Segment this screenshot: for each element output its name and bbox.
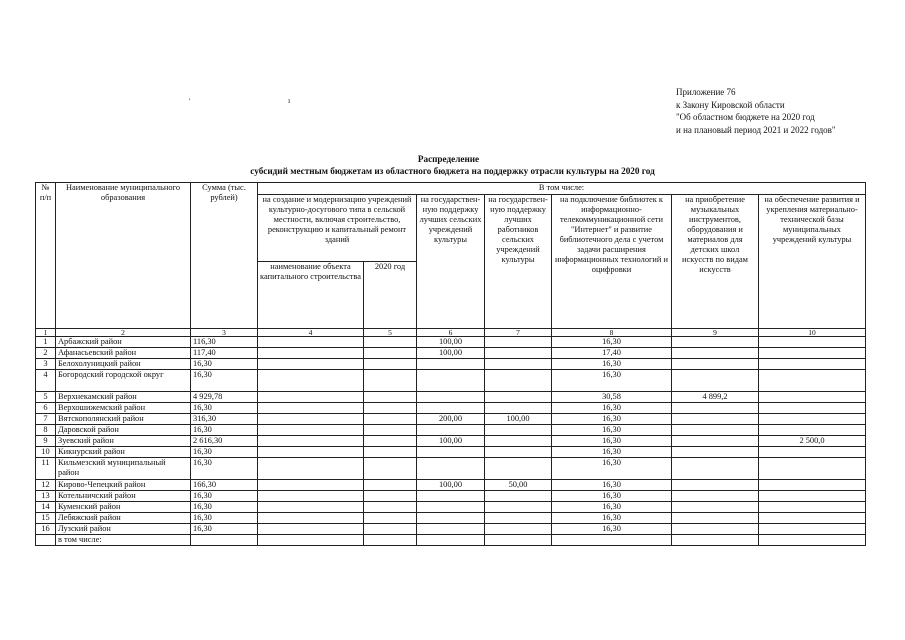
row-col8: 16,30 bbox=[552, 513, 672, 524]
row-col8 bbox=[552, 535, 672, 546]
row-col5 bbox=[364, 447, 417, 458]
row-number bbox=[36, 535, 56, 546]
colnum: 2 bbox=[56, 329, 191, 337]
colnum: 7 bbox=[485, 329, 552, 337]
row-number: 3 bbox=[36, 359, 56, 370]
row-col9 bbox=[672, 513, 759, 524]
row-col6 bbox=[417, 447, 485, 458]
header-num: № п/п bbox=[36, 183, 56, 329]
subsidy-table bbox=[35, 182, 866, 546]
row-col4 bbox=[258, 392, 364, 403]
row-col8: 16,30 bbox=[552, 480, 672, 491]
table-row bbox=[36, 535, 866, 546]
row-col5 bbox=[364, 370, 417, 392]
row-name: Котельничский район bbox=[56, 491, 191, 502]
row-col5 bbox=[364, 337, 417, 348]
row-col4 bbox=[258, 337, 364, 348]
row-col9 bbox=[672, 524, 759, 535]
table-row bbox=[36, 403, 866, 414]
row-col4 bbox=[258, 502, 364, 513]
row-number: 12 bbox=[36, 480, 56, 491]
row-sum: 16,30 bbox=[191, 425, 258, 436]
row-col10 bbox=[759, 480, 866, 491]
row-col6: 100,00 bbox=[417, 480, 485, 491]
row-sum: 16,30 bbox=[191, 403, 258, 414]
scan-speck: ı bbox=[288, 96, 291, 105]
row-name: Верхнекамский район bbox=[56, 392, 191, 403]
row-col10: 2 500,0 bbox=[759, 436, 866, 447]
header-col5-year: 2020 год bbox=[364, 262, 417, 329]
row-number: 14 bbox=[36, 502, 56, 513]
row-number: 4 bbox=[36, 370, 56, 392]
row-number: 11 bbox=[36, 458, 56, 480]
row-name: Кирово-Чепецкий район bbox=[56, 480, 191, 491]
table-row bbox=[36, 337, 866, 348]
row-col4 bbox=[258, 436, 364, 447]
row-number: 13 bbox=[36, 491, 56, 502]
table-row bbox=[36, 348, 866, 359]
row-col6 bbox=[417, 535, 485, 546]
row-col7 bbox=[485, 447, 552, 458]
row-sum: 16,30 bbox=[191, 524, 258, 535]
row-col7 bbox=[485, 491, 552, 502]
colnum: 10 bbox=[759, 329, 866, 337]
table-row bbox=[36, 392, 866, 403]
row-col6 bbox=[417, 392, 485, 403]
row-col5 bbox=[364, 491, 417, 502]
row-col9 bbox=[672, 414, 759, 425]
annex-block bbox=[676, 86, 836, 136]
row-number: 8 bbox=[36, 425, 56, 436]
header-name: Наименование муниципального образования bbox=[56, 183, 191, 329]
row-col6 bbox=[417, 491, 485, 502]
row-col9: 4 899,2 bbox=[672, 392, 759, 403]
table-row bbox=[36, 524, 866, 535]
row-col8: 16,30 bbox=[552, 447, 672, 458]
row-col4 bbox=[258, 425, 364, 436]
table-row bbox=[36, 425, 866, 436]
row-name: Лузский район bbox=[56, 524, 191, 535]
row-col9 bbox=[672, 348, 759, 359]
row-col10 bbox=[759, 535, 866, 546]
row-col4 bbox=[258, 535, 364, 546]
row-name: Даровской район bbox=[56, 425, 191, 436]
table-row bbox=[36, 447, 866, 458]
row-col9 bbox=[672, 359, 759, 370]
row-name: Вятскополянский район bbox=[56, 414, 191, 425]
row-sum: 2 616,30 bbox=[191, 436, 258, 447]
document-title bbox=[0, 153, 905, 177]
row-sum: 16,30 bbox=[191, 513, 258, 524]
row-col8: 16,30 bbox=[552, 436, 672, 447]
row-col7 bbox=[485, 425, 552, 436]
row-col5 bbox=[364, 348, 417, 359]
row-col8: 16,30 bbox=[552, 491, 672, 502]
row-col6: 100,00 bbox=[417, 337, 485, 348]
row-name: Зуевский район bbox=[56, 436, 191, 447]
colnum: 4 bbox=[258, 329, 364, 337]
row-col7 bbox=[485, 337, 552, 348]
row-col8: 16,30 bbox=[552, 458, 672, 480]
colnum: 3 bbox=[191, 329, 258, 337]
row-number: 10 bbox=[36, 447, 56, 458]
row-col4 bbox=[258, 480, 364, 491]
row-sum bbox=[191, 535, 258, 546]
row-col5 bbox=[364, 480, 417, 491]
table-row bbox=[36, 513, 866, 524]
annex-line-3: "Об областном бюджете на 2020 год bbox=[676, 112, 815, 122]
header-col4-sub-object: наименование объекта капитального строительства bbox=[258, 262, 364, 329]
row-col6 bbox=[417, 359, 485, 370]
row-sum: 116,30 bbox=[191, 337, 258, 348]
row-col10 bbox=[759, 414, 866, 425]
row-col6 bbox=[417, 458, 485, 480]
row-col7 bbox=[485, 513, 552, 524]
row-sum: 16,30 bbox=[191, 447, 258, 458]
row-sum: 4 929,78 bbox=[191, 392, 258, 403]
colnum: 9 bbox=[672, 329, 759, 337]
row-col5 bbox=[364, 436, 417, 447]
row-name: Куменский район bbox=[56, 502, 191, 513]
row-col7 bbox=[485, 370, 552, 392]
row-col5 bbox=[364, 425, 417, 436]
row-number: 2 bbox=[36, 348, 56, 359]
row-col6 bbox=[417, 502, 485, 513]
row-col8: 16,30 bbox=[552, 370, 672, 392]
row-number: 5 bbox=[36, 392, 56, 403]
row-col10 bbox=[759, 447, 866, 458]
row-col5 bbox=[364, 359, 417, 370]
row-col7 bbox=[485, 535, 552, 546]
row-col4 bbox=[258, 513, 364, 524]
table-row bbox=[36, 502, 866, 513]
row-col10 bbox=[759, 502, 866, 513]
row-col8: 16,30 bbox=[552, 414, 672, 425]
row-col5 bbox=[364, 535, 417, 546]
table-row bbox=[36, 458, 866, 480]
row-name: Богородский городской округ bbox=[56, 370, 191, 392]
row-name: Верхошижемский район bbox=[56, 403, 191, 414]
row-col9 bbox=[672, 403, 759, 414]
table-row bbox=[36, 480, 866, 491]
header-including: В том числе: bbox=[258, 183, 866, 195]
row-col4 bbox=[258, 458, 364, 480]
row-col10 bbox=[759, 491, 866, 502]
row-col5 bbox=[364, 403, 417, 414]
row-col6: 100,00 bbox=[417, 436, 485, 447]
row-col9 bbox=[672, 370, 759, 392]
row-col4 bbox=[258, 359, 364, 370]
row-sum: 16,30 bbox=[191, 458, 258, 480]
row-col7: 50,00 bbox=[485, 480, 552, 491]
row-number: 7 bbox=[36, 414, 56, 425]
row-col10 bbox=[759, 403, 866, 414]
row-col9 bbox=[672, 436, 759, 447]
row-col8: 30,58 bbox=[552, 392, 672, 403]
header-col8: на подключение библиотек к информационно-телекоммуникационной сети "Интернет" и развитие библиотечного дела с учетом задачи расширения информационных технологий и оцифровки bbox=[552, 195, 672, 329]
row-col4 bbox=[258, 447, 364, 458]
colnum: 6 bbox=[417, 329, 485, 337]
row-col4 bbox=[258, 414, 364, 425]
row-sum: 166,30 bbox=[191, 480, 258, 491]
row-col4 bbox=[258, 491, 364, 502]
row-col8: 16,30 bbox=[552, 425, 672, 436]
table-row bbox=[36, 359, 866, 370]
row-sum: 16,30 bbox=[191, 502, 258, 513]
column-number-row bbox=[36, 329, 866, 337]
row-number: 15 bbox=[36, 513, 56, 524]
row-col9 bbox=[672, 491, 759, 502]
colnum: 8 bbox=[552, 329, 672, 337]
header-sum: Сумма (тыс. рублей) bbox=[191, 183, 258, 329]
row-col9 bbox=[672, 337, 759, 348]
row-number: 9 bbox=[36, 436, 56, 447]
row-col7: 100,00 bbox=[485, 414, 552, 425]
row-col8: 17,40 bbox=[552, 348, 672, 359]
row-col5 bbox=[364, 502, 417, 513]
table-row bbox=[36, 370, 866, 392]
row-col7 bbox=[485, 458, 552, 480]
colnum: 5 bbox=[364, 329, 417, 337]
row-col5 bbox=[364, 458, 417, 480]
row-col10 bbox=[759, 359, 866, 370]
row-col7 bbox=[485, 403, 552, 414]
row-col8: 16,30 bbox=[552, 524, 672, 535]
row-name: Кикнурский район bbox=[56, 447, 191, 458]
header-row-1 bbox=[36, 183, 866, 195]
annex-line-4: и на плановый период 2021 и 2022 годов" bbox=[676, 124, 836, 135]
table-row bbox=[36, 436, 866, 447]
row-col7 bbox=[485, 502, 552, 513]
row-col6 bbox=[417, 403, 485, 414]
row-col7 bbox=[485, 348, 552, 359]
row-col4 bbox=[258, 403, 364, 414]
scan-speck: ' bbox=[189, 97, 191, 106]
row-col9 bbox=[672, 480, 759, 491]
row-name: Арбажский район bbox=[56, 337, 191, 348]
row-name: в том числе: bbox=[56, 535, 191, 546]
table-row bbox=[36, 414, 866, 425]
header-col4-group: на создание и модернизацию учреждений культурно-досугового типа в сельской местности, включая строительство, реконструкцию и капитальный ремонт зданий bbox=[258, 195, 417, 262]
row-col10 bbox=[759, 370, 866, 392]
row-sum: 16,30 bbox=[191, 370, 258, 392]
row-col10 bbox=[759, 524, 866, 535]
row-sum: 316,30 bbox=[191, 414, 258, 425]
row-col10 bbox=[759, 425, 866, 436]
row-col6 bbox=[417, 524, 485, 535]
row-name: Афанасьевский район bbox=[56, 348, 191, 359]
row-sum: 16,30 bbox=[191, 359, 258, 370]
header-col9: на приобретение музыкальных инструментов, оборудования и материалов для детских школ искусств по видам искусств bbox=[672, 195, 759, 329]
header-col10: на обеспечение развития и укрепления материально-технической базы муниципальных учреждений культуры bbox=[759, 195, 866, 329]
row-col9 bbox=[672, 502, 759, 513]
colnum: 1 bbox=[36, 329, 56, 337]
row-col6 bbox=[417, 513, 485, 524]
row-sum: 117,40 bbox=[191, 348, 258, 359]
row-col7 bbox=[485, 436, 552, 447]
row-col9 bbox=[672, 425, 759, 436]
annex-line-1: Приложение 76 bbox=[676, 87, 736, 97]
row-col10 bbox=[759, 458, 866, 480]
header-col7: на государствен-ную поддержку лучших работников сельских учреждений культуры bbox=[485, 195, 552, 329]
row-col8: 16,30 bbox=[552, 359, 672, 370]
row-sum: 16,30 bbox=[191, 491, 258, 502]
row-col4 bbox=[258, 348, 364, 359]
row-col6: 100,00 bbox=[417, 348, 485, 359]
row-col8: 16,30 bbox=[552, 502, 672, 513]
row-name: Белохолуницкий район bbox=[56, 359, 191, 370]
annex-line-2: к Закону Кировской области bbox=[676, 99, 785, 110]
row-col10 bbox=[759, 337, 866, 348]
row-name: Лебяжский район bbox=[56, 513, 191, 524]
row-name: Кильмезский муниципальный район bbox=[56, 458, 191, 480]
row-col9 bbox=[672, 535, 759, 546]
row-col9 bbox=[672, 458, 759, 480]
row-col7 bbox=[485, 359, 552, 370]
row-col5 bbox=[364, 524, 417, 535]
header-col6: на государствен-ную поддержку лучших сельских учреждений культуры bbox=[417, 195, 485, 329]
row-number: 16 bbox=[36, 524, 56, 535]
row-col7 bbox=[485, 524, 552, 535]
row-col8: 16,30 bbox=[552, 403, 672, 414]
row-col6 bbox=[417, 425, 485, 436]
row-col5 bbox=[364, 513, 417, 524]
row-col4 bbox=[258, 524, 364, 535]
row-number: 1 bbox=[36, 337, 56, 348]
row-col6: 200,00 bbox=[417, 414, 485, 425]
row-col5 bbox=[364, 392, 417, 403]
row-col10 bbox=[759, 348, 866, 359]
row-col6 bbox=[417, 370, 485, 392]
row-col10 bbox=[759, 513, 866, 524]
table-row bbox=[36, 491, 866, 502]
title-line-1: Распределение bbox=[417, 154, 480, 164]
row-col9 bbox=[672, 447, 759, 458]
row-col8: 16,30 bbox=[552, 337, 672, 348]
row-col7 bbox=[485, 392, 552, 403]
row-col5 bbox=[364, 414, 417, 425]
row-col10 bbox=[759, 392, 866, 403]
row-col4 bbox=[258, 370, 364, 392]
title-line-2: субсидий местным бюджетам из областного бюджета на поддержку отрасли культуры на 2020 год bbox=[250, 166, 655, 176]
row-number: 6 bbox=[36, 403, 56, 414]
